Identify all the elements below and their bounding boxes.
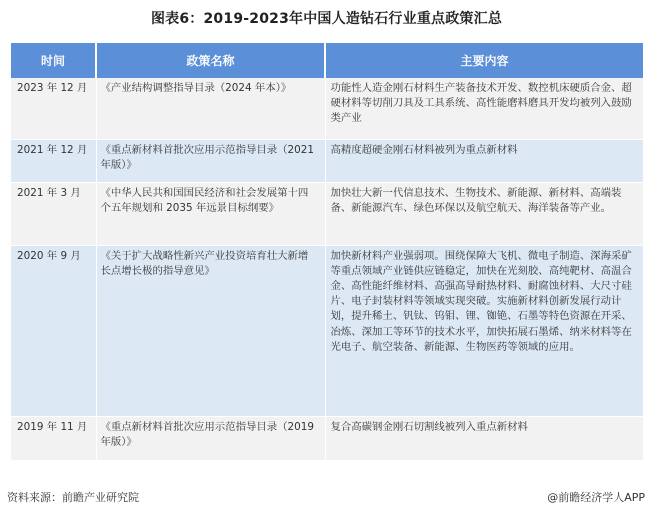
column-header-policy: 政策名称: [96, 43, 325, 78]
cell-content: 加快壮大新一代信息技术、生物技术、新能源、新材料、高端装备、新能源汽车、绿色环保以及航空航天、海洋装备等产业。: [325, 182, 643, 245]
cell-content: 功能性人造金刚石材料生产装备技术开发、数控机床硬质合金、超硬材料等切削刀具及工具系统、高性能磨料磨具开发均被列入鼓励类产业: [325, 78, 643, 139]
cell-policy: 《中华人民共和国国民经济和社会发展第十四个五年规划和 2035 年远景目标纲要》: [96, 182, 325, 245]
brand-credit: @前瞻经济学人APP: [547, 491, 645, 504]
cell-policy: 《重点新材料首批次应用示范指导目录（2021 年版）》: [96, 139, 325, 182]
table-row: [11, 245, 643, 416]
table-row: [11, 139, 643, 182]
column-header-content: 主要内容: [325, 43, 643, 78]
table-row: [11, 182, 643, 245]
column-header-time: 时间: [11, 43, 96, 78]
cell-content: 复合高碳钢金刚石切割线被列入重点新材料: [325, 416, 643, 460]
cell-time: 2021 年 12 月: [11, 139, 96, 182]
source-note: 资料来源：前瞻产业研究院: [7, 491, 139, 504]
cell-content: 高精度超硬金刚石材料被列为重点新材料: [325, 139, 643, 182]
cell-content: 加快新材料产业强弱项。围绕保障大飞机、微电子制造、深海采矿等重点领域产业链供应链稳定，加快在光刻胶、高纯靶材、高温合金、高性能纤维材料、高强高导耐热材料、耐腐蚀材料、大尺寸硅片、电子封装材料等领域实现突破。实施新材料创新发展行动计划，提升稀土、钒钛、钨钼、锂、铷铯、石墨等特色资源在开采、冶炼、深加工等环节的技术水平，加快拓展石墨烯、纳米材料等在光电子、航空装备、新能源、生物医药等领域的应用。: [325, 245, 643, 416]
cell-policy: 《重点新材料首批次应用示范指导目录（2019 年版）》: [96, 416, 325, 460]
cell-policy: 《产业结构调整指导目录（2024 年本）》: [96, 78, 325, 139]
cell-time: 2019 年 11 月: [11, 416, 96, 460]
table-header-row: [11, 43, 643, 78]
table-row: [11, 78, 643, 139]
cell-time: 2023 年 12 月: [11, 78, 96, 139]
table-row: [11, 416, 643, 460]
cell-time: 2020 年 9 月: [11, 245, 96, 416]
cell-time: 2021 年 3 月: [11, 182, 96, 245]
policy-table: [11, 43, 644, 461]
chart-title: 图表6：2019-2023年中国人造钻石行业重点政策汇总: [150, 11, 503, 27]
cell-policy: 《关于扩大战略性新兴产业投资培育壮大新增长点增长极的指导意见》: [96, 245, 325, 416]
